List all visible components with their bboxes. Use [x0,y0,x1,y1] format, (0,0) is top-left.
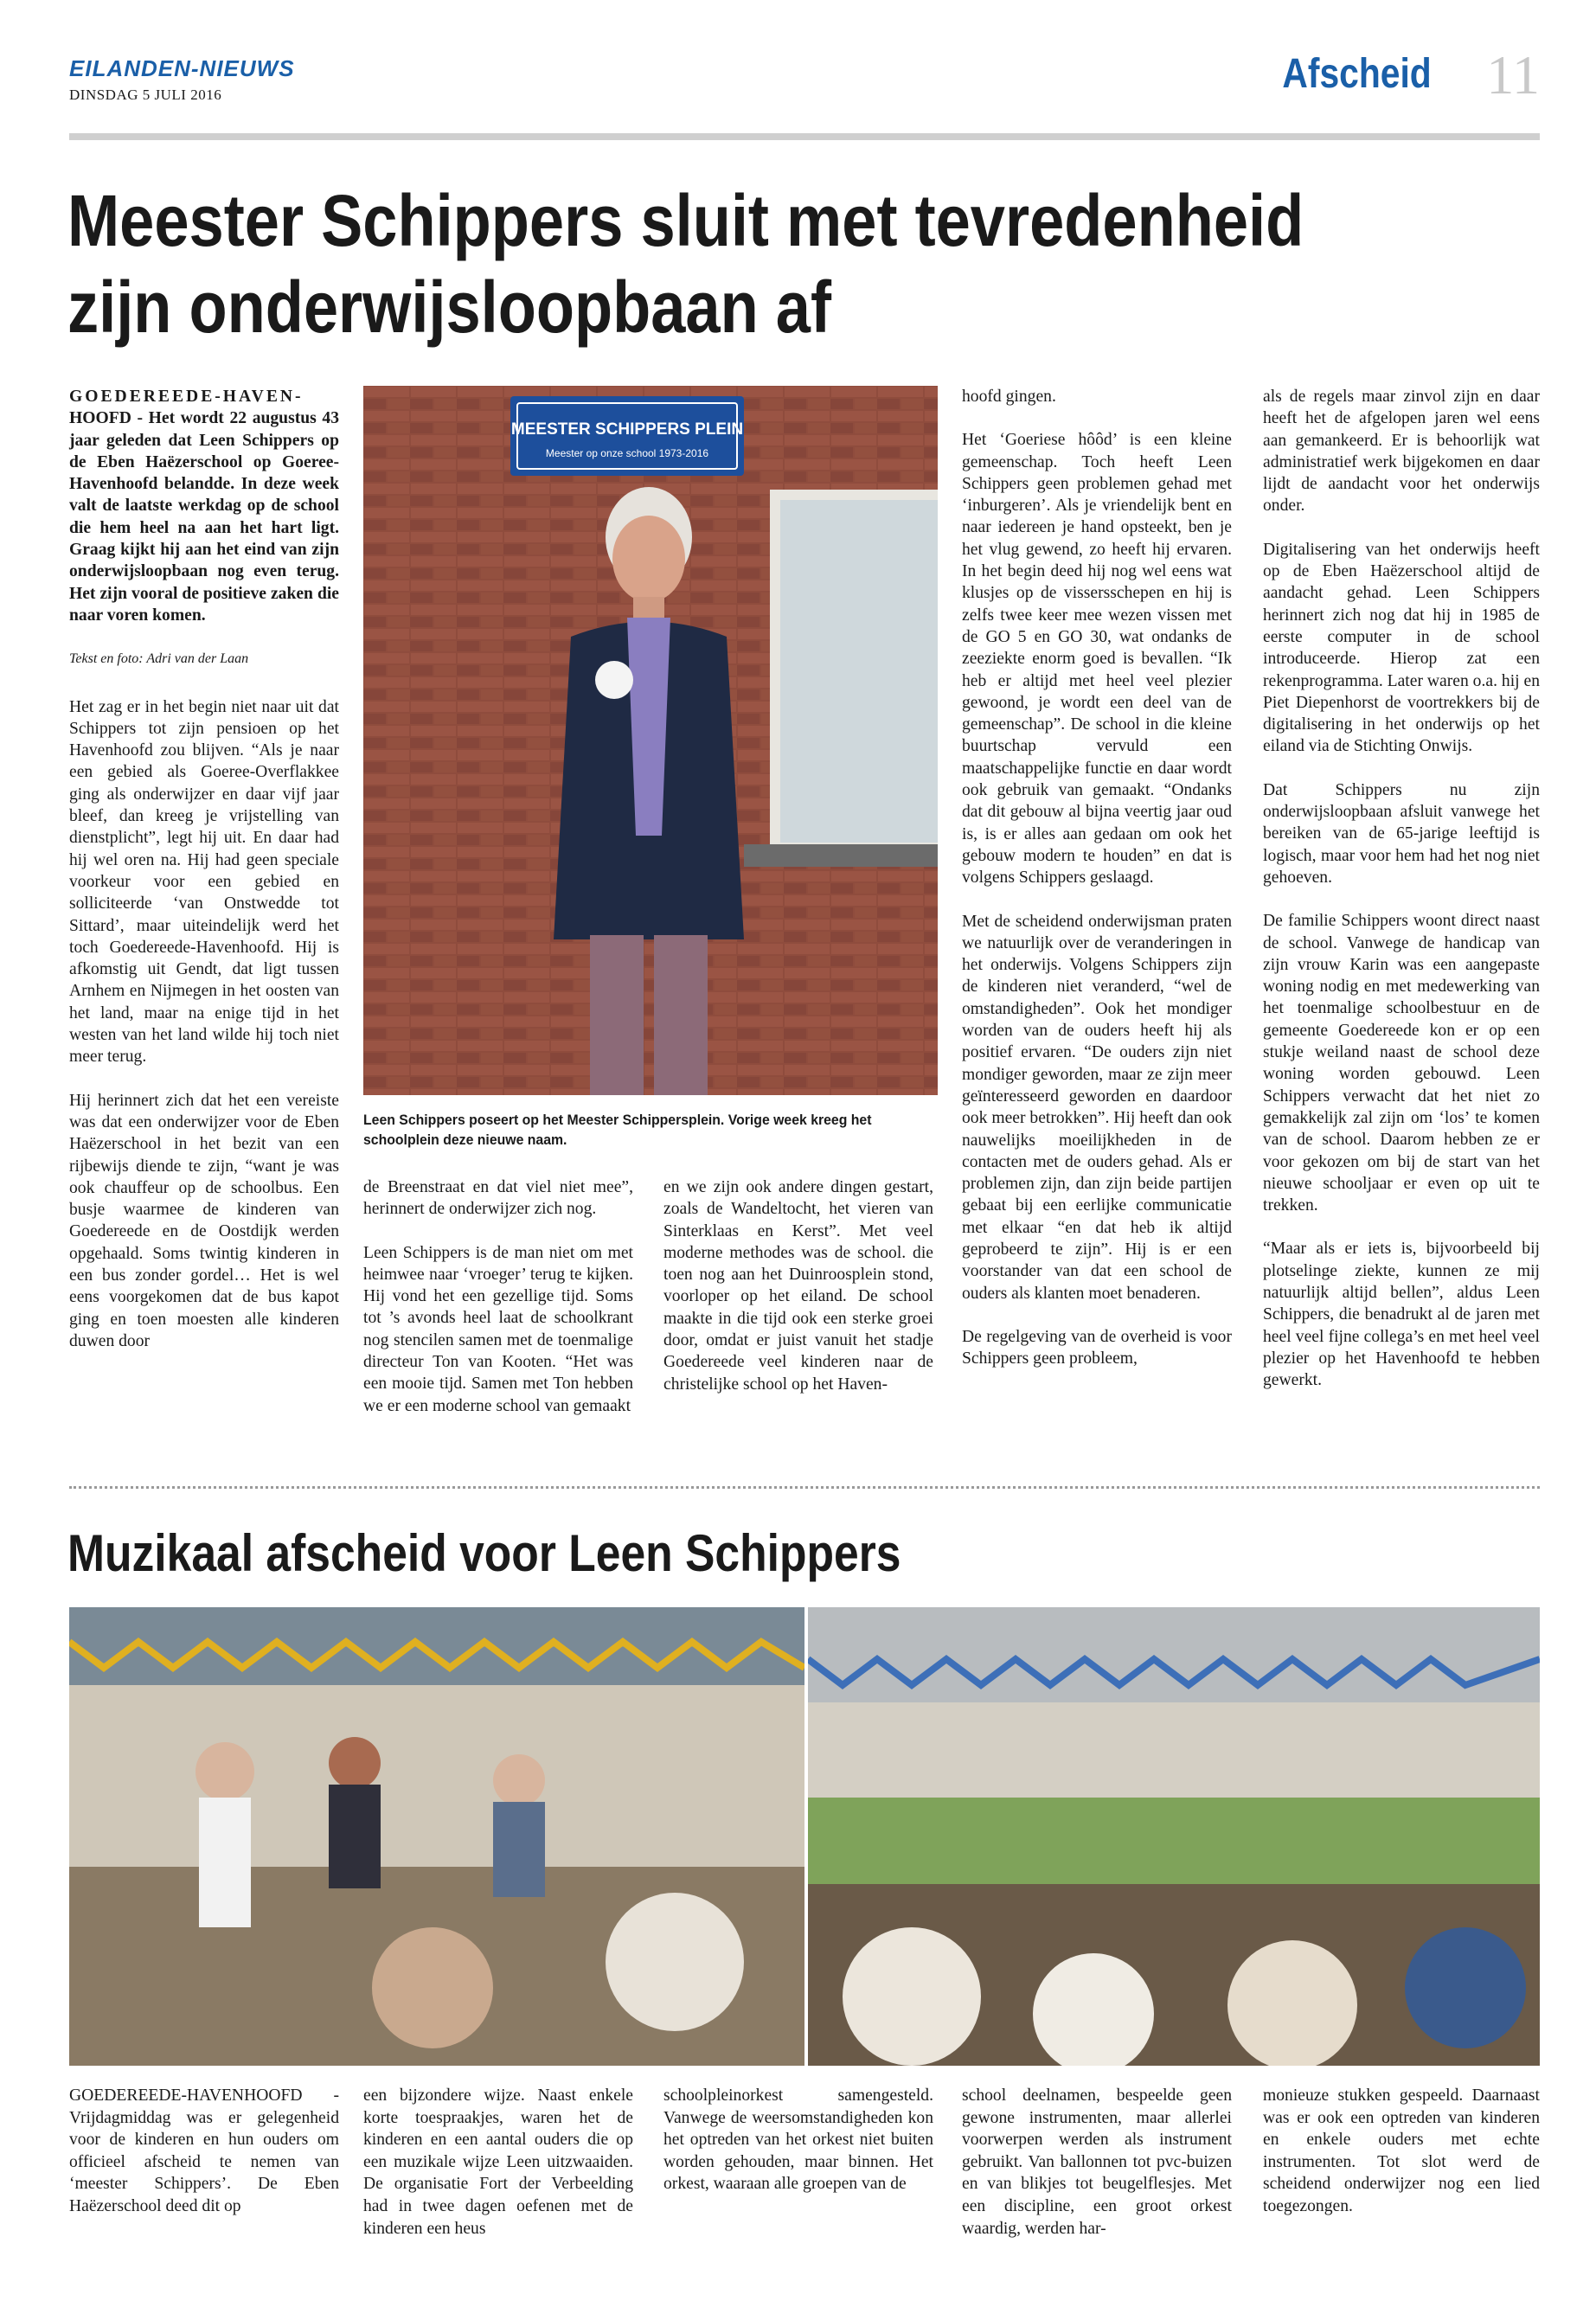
paragraph: Hij herinnert zich dat het een vereiste was dat een onderwijzer voor de Eben Haëzerschool in het bezit van een rijbewijs diende te zijn, “want je was ook chauffeur op de schoolbus. Een busje waarmee de kinderen van Goedereede en de Oostdijk werden opgehaald. Soms twintig kinderen in een bus zonder gordel… Het is wel eens voorgekomen dat de bus kapot ging en toen moesten alle kinderen duwen door [69,1091,339,1350]
article-column-4 [962,386,1232,1391]
article-column-5 [1263,386,1540,1413]
headline-line-1: Meester Schippers sluit met tevredenheid [67,180,1304,261]
sign-subtitle: Meester op onze school 1973-2016 [545,447,709,459]
paragraph: Leen Schippers is de man niet om met heimwee naar ‘vroeger’ terug te kijken. Hij vond het een gezellige tijd. Soms tot ’s avonds heel laat de schoolkrant nog stencilen samen met de toenmalige directeur Ton van Kooten. “Het was een mooie tijd. Samen met Ton hebben we er een moderne school van gemaakt [363,1243,633,1415]
lead-dateline: GOEDEREEDE-HAVEN- [69,388,304,406]
section-title: Afscheid [1282,51,1432,97]
article2-column-2: een bijzondere wijze. Naast enkele korte toespraakjes, waren het de kinderen en een aantal ouders die op een muzikale wijze Leen uitzwaaiden. De organisatie Fort der Verbeelding had in twee dagen oefenen met de kinderen een heus [363,2086,633,2238]
article-column-1 [69,386,339,1374]
photo-caption: Leen Schippers poseert op het Meester Schippersplein. Vorige week kreeg het schoolplein deze nieuwe naam. [363,1112,872,1148]
paragraph: Met de scheidend onderwijsman praten we natuurlijk over de veranderingen in het onderwijs. Volgens Schippers zijn de kinderen niet veranderd, “wel de omstandigheden”. Ook het mondiger worden van de ouders heeft hij als positief ervaren. “De ouders zijn niet mondiger geworden, maar ze zijn meer geïnteresseerd geworden en daardoor ook meer betrokken”. Hij heeft dan ook nauwelijks moeilijkheden in de contacten met de ouders gehad. Als er problemen zijn, dan zijn beide partijen gebaat bij een eerlijke communicatie met elkaar “en dat heb ik altijd geprobeerd te zijn”. Hij is er een voorstander van dat een school de ouders als klanten moet benaderen. [962,912,1232,1303]
paragraph: Digitalisering van het onderwijs heeft op de Eben Haëzerschool altijd de aandacht gehad. Leen Schippers herinnert zich nog dat hij in 1985 de eerste computer in de school introduceerde. Hierop zat een rekenprogramma. Later waren o.a. hij en Piet Diepenhorst de voortrekkers bij de digitalisering in het onderwijs op het eiland via de Stichting Onwijs. [1263,540,1540,756]
article-column-3 [663,1176,933,1417]
article-column-2 [363,1176,633,1439]
paragraph: Het zag er in het begin niet naar uit dat Schippers tot zijn pensioen op het Havenhoofd zou blijven. “Als je naar een gebied als Goeree-Overflakkee ging als onderwijzer en daar vijf jaar bleef, dan kreeg je vrijstelling van dienstplicht”, legt hij uit. En daar had hij wel oren na. Hij had geen speciale voorkeur voor een gebied en solliciteerde ‘van Onstwedde tot Sittard’, maar uiteindelijk werd het toch Goedereede-Havenhoofd. Hij is afkomstig uit Gendt, dat ligt tussen Arnhem en Nijmegen in het oosten van het land, maar na enige tijd in het westen van het land wilde hij toch niet meer terug. [69,697,339,1067]
issue-date: DINSDAG 5 JULI 2016 [69,87,222,103]
article-divider [69,1486,1540,1489]
article2-column-1: GOEDEREEDE-HAVENHOOFD - Vrijdagmiddag was er gelegenheid voor de kinderen en hun ouders om officieel afscheid te nemen van ‘meester Schippers’. De Eben Haëzerschool deed dit op [69,2086,339,2215]
paragraph: Dat Schippers nu zijn onderwijsloopbaan afsluit vanwege het bereiken van de 65-jarige leeftijd is logisch, maar voor hem had het nog niet gehoeven. [1263,780,1540,887]
concert-photo-right-illustration [808,1607,1540,2066]
lead-paragraph [69,386,339,626]
headline-line-2: zijn onderwijsloopbaan af [67,266,832,348]
header-rule [69,133,1540,140]
lead-text: HOOFD - Het wordt 22 augustus 43 jaar geleden dat Leen Schippers op de Eben Haëzerschool op Goeree-Havenhoofd belandde. In deze week valt de laatste werkdag op de school die hem heel na aan het hart ligt. Graag kijkt hij aan het eind van zijn onderwijsloopbaan nog even terug. Het zijn vooral de positieve zaken die naar voren komen. [69,409,339,625]
concert-photo-left [69,1607,804,2066]
article2-headline: Muzikaal afscheid voor Leen Schippers [67,1524,901,1582]
paragraph: en we zijn ook andere dingen gestart, zoals de Wandeltocht, het vieren van Sinterklaas en Kerst”. Met veel moderne methodes was de school. die toen nog aan het Duinroosplein stond, voorloper op het eiland. De school maakte in die tijd ook een sterke groei door, omdat er juist vanuit het stadje Goedereede veel kinderen naar de christelijke school op het Haven- [663,1178,933,1394]
sign-title: MEESTER SCHIPPERS PLEIN [510,420,744,439]
concert-photo-right [808,1607,1540,2066]
paragraph: de Breenstraat en dat viel niet mee”, herinnert de onderwijzer zich nog. [363,1178,633,1219]
paragraph: De regelgeving van de overheid is voor Schippers geen probleem, [962,1327,1232,1368]
paragraph: De familie Schippers woont direct naast de school. Vanwege de handicap van zijn vrouw Karin was een aangepaste woning nodig en met medewerking van het toenmalige schoolbestuur en de gemeente Goedereede kon er op een stukje weiland naast de school deze woning worden gebouwd. Leen Schippers verwacht dat het niet zo gemakkelijk zal zijn om ‘los’ te komen van de school. Daarom hebben ze er voor gekozen om bij de start van het nieuwe schooljaar er even op uit te trekken. [1263,912,1540,1215]
paragraph: Het ‘Goeriese hôôd’ is een kleine gemeenschap. Toch heeft Leen Schippers geen problemen gehad met ‘inburgeren’. Als je vriendelijk bent en naar iedereen je hand opsteekt, ben je het vlug gewend, zo heeft hij ervaren. In het begin deed hij nog wel eens wat klusjes op de vissersschepen en hij is zelfs twee keer mee wezen vissen met de GO 5 en GO 30, wat ondanks de zeeziekte enorm goed is bevallen. “Ik heb er altijd met heel veel plezier gewoond, je wordt een deel van de gemeenschap”. De school in die kleine buurtschap vervuld een maatschappelijke functie en daar wordt ook gebruik van gemaakt. “Ondanks dat dit gebouw al bijna veertig jaar oud is, is er alles aan gedaan om ook het gebouw modern te houden” en dat is volgens Schippers geslaagd. [962,431,1232,888]
photo-credit: Tekst en foto: Adri van der Laan [69,651,249,667]
article2-column-3: schoolpleinorkest samengesteld. Vanwege de weersomstandigheden kon het optreden van het orkest niet buiten worden gehouden, maar binnen. Het orkest, waaraan alle groepen van de [663,2086,933,2194]
article2-column-5: monieuze stukken gespeeld. Daarnaast was er ook een optreden van kinderen en enkele ouders met echte instrumenten. Tot slot werd de scheidend onderwijzer nog een lied toegezongen. [1263,2086,1540,2215]
portrait-photo [363,386,938,1095]
masthead-logo: EILANDEN-NIEUWS [69,55,295,81]
article2-column-4: school deelnamen, bespeelde geen gewone instrumenten, maar allerlei voorwerpen werden als instrument gebruikt. Van ballonnen tot pvc-buizen en van blikjes tot beugelflesjes. Met een discipline, een groot orkest waardig, werden har- [962,2086,1232,2238]
article-headline [67,177,1332,350]
paragraph: “Maar als er iets is, bijvoorbeeld bij plotselinge ziekte, kunnen ze mij natuurlijk altijd bellen”, aldus Leen Schippers, die benadrukt al de jaren met heel veel fijne collega’s en met heel veel plezier op het Havenhoofd te hebben gewerkt. [1263,1240,1540,1390]
page-number: 11 [1486,44,1540,106]
paragraph: als de regels maar zinvol zijn en daar heeft het de afgelopen jaren wel eens aan gemankeerd. Er is behoorlijk wat administratief werk bijgekomen en daar lijdt de aandacht voor het onderwijs onder. [1263,388,1540,516]
paragraph: hoofd gingen. [962,388,1056,406]
portrait-photo-illustration [363,386,938,1095]
concert-photo-left-illustration [69,1607,804,2066]
